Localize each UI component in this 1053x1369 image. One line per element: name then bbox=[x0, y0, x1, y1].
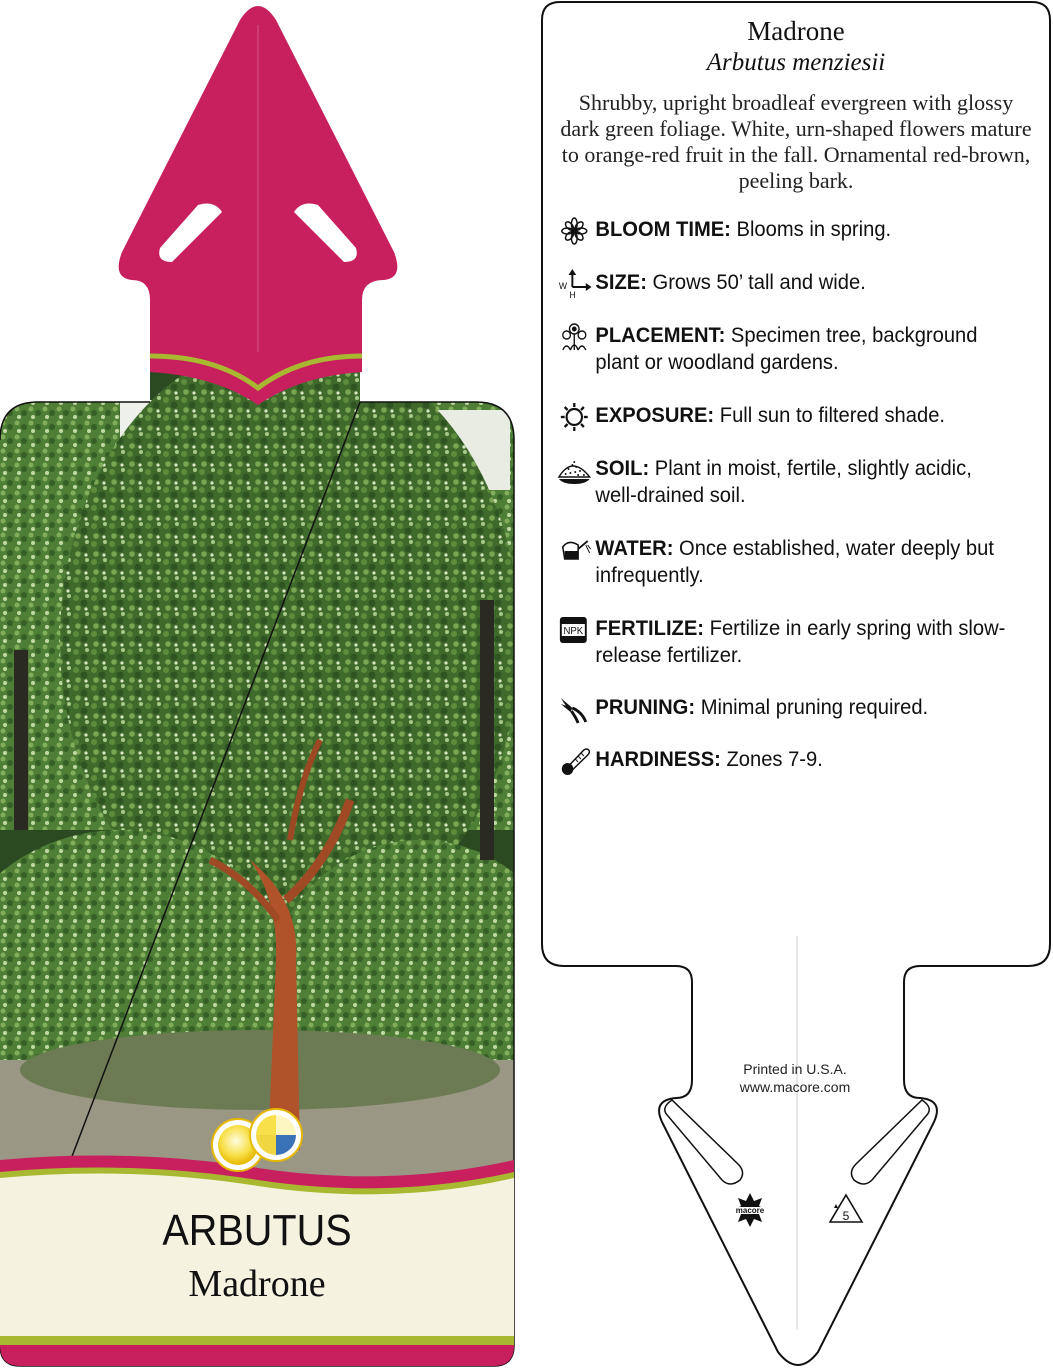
detail-hardiness bbox=[557, 746, 1013, 776]
detail-water bbox=[557, 535, 1013, 589]
detail-pruning bbox=[557, 694, 1013, 724]
detail-placement bbox=[557, 322, 1013, 376]
detail-text: Zones 7-9. bbox=[720, 748, 823, 771]
recycle-code: 5 bbox=[842, 1209, 850, 1223]
placement-icon bbox=[557, 322, 592, 352]
detail-exposure bbox=[557, 402, 1013, 432]
detail-label: EXPOSURE: bbox=[595, 404, 715, 427]
detail-label: SIZE: bbox=[595, 271, 647, 294]
watering-can-icon bbox=[557, 535, 592, 565]
detail-soil bbox=[557, 455, 1013, 509]
size-h-letter: H bbox=[569, 289, 576, 299]
detail-label: BLOOM TIME: bbox=[595, 218, 731, 241]
front-common-name: Madrone bbox=[188, 1263, 326, 1305]
detail-label: PLACEMENT: bbox=[595, 324, 726, 347]
detail-text: Specimen tree, background plant or woodland gardens. bbox=[595, 324, 978, 374]
detail-text: Fertilize in early spring with slow-release fertilizer. bbox=[595, 617, 1006, 667]
detail-text: Grows 50’ tall and wide. bbox=[646, 271, 866, 294]
detail-text: Once established, water deeply but infrequently. bbox=[595, 537, 994, 587]
detail-bloom-time bbox=[557, 216, 1013, 246]
website-link: www.macore.com bbox=[739, 1079, 851, 1095]
macore-logo-icon bbox=[733, 1193, 767, 1227]
detail-text: Minimal pruning required. bbox=[695, 696, 929, 719]
sun-outline-icon bbox=[557, 402, 592, 432]
detail-label: WATER: bbox=[595, 537, 674, 560]
thermometer-icon bbox=[557, 746, 592, 776]
front-tag-top bbox=[119, 6, 398, 372]
back-tag-outline bbox=[542, 2, 1050, 1365]
printed-in: Printed in U.S.A. bbox=[743, 1061, 847, 1077]
front-name-panel bbox=[0, 1156, 514, 1367]
npk-icon bbox=[557, 615, 592, 645]
npk-label: NPK bbox=[563, 625, 584, 638]
detail-text: Blooms in spring. bbox=[730, 218, 892, 241]
flower-icon bbox=[557, 216, 592, 246]
macore-logo-text: macore bbox=[735, 1206, 765, 1215]
size-w-letter: W bbox=[558, 280, 568, 292]
detail-label: FERTILIZE: bbox=[595, 617, 705, 640]
detail-fertilize bbox=[557, 615, 1013, 669]
plant-photo bbox=[0, 340, 570, 1190]
size-arrows-icon bbox=[557, 269, 592, 299]
detail-text: Plant in moist, fertile, slightly acidic, well-drained soil. bbox=[595, 457, 972, 507]
back-description: Shrubby, upright broadleaf evergreen with glossy dark green foliage. White, urn-shaped flowers mature to orange-red fruit in the fall. Ornamental red-brown, peeling bark. bbox=[560, 90, 1032, 193]
detail-size bbox=[557, 269, 1013, 299]
back-botanical-name: Arbutus menziesii bbox=[706, 49, 886, 76]
front-genus-name: ARBUTUS bbox=[162, 1206, 352, 1255]
pruners-icon bbox=[557, 694, 592, 724]
detail-label: PRUNING: bbox=[595, 696, 696, 719]
printed-info bbox=[700, 1060, 890, 1096]
part-sun-icon bbox=[250, 1109, 302, 1161]
soil-mound-icon bbox=[557, 455, 592, 485]
back-common-name: Madrone bbox=[747, 16, 845, 46]
detail-text: Full sun to filtered shade. bbox=[714, 404, 946, 427]
detail-label: SOIL: bbox=[595, 457, 650, 480]
detail-label: HARDINESS: bbox=[595, 748, 721, 771]
